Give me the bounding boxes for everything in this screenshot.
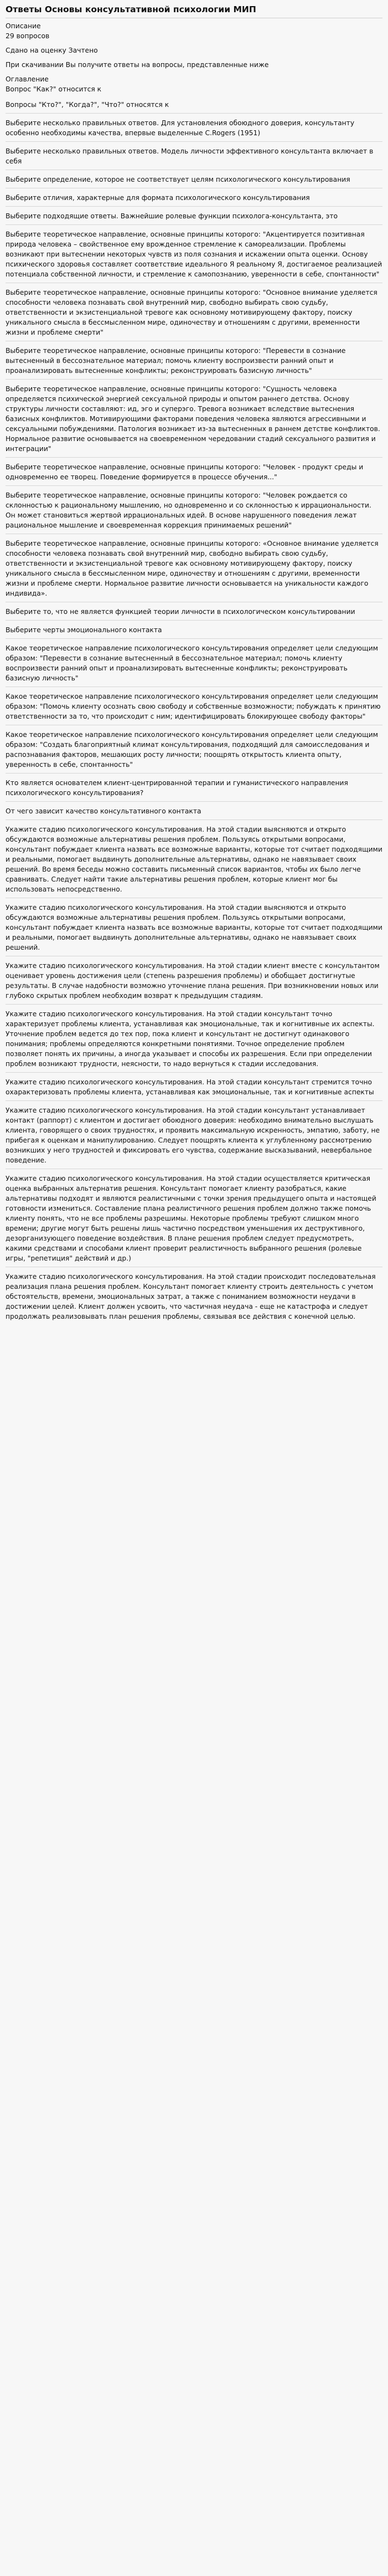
list-item (6, 1008, 382, 1073)
question-text: Выберите подходящие ответы. Важнейшие ролевые функции психолога-консультанта, это (6, 212, 338, 220)
question-text: Выберите теоретическое направление, основные принципы которого: "Человек - продукт среды и одновременно ее творец. Поведение формируется в процессе обучения..." (6, 463, 364, 481)
list-item (6, 606, 382, 621)
description-label: Описание (6, 22, 41, 30)
question-text: Выберите определение, которое не соответствует целям психологического консультирования (6, 176, 350, 183)
question-text: Какое теоретическое направление психологического консультирования определяет цели следующим образом: "Создать благоприятный климат консультирования, подходящий для самоисследования и распознавания факторов, мешающих росту личности; поощрять открытость клиента опыту, уверенность в себе, спонтанность" (6, 731, 378, 769)
list-item (6, 1076, 382, 1101)
list-item (6, 823, 382, 898)
question-text: Укажите стадию психологического консультирования. На этой стадии консультант точно характеризует проблемы клиента, устанавливая как эмоциональные, так и когнитивные их аспекты. Уточнение проблем ведется до тех пор, пока клиент и консультант не достигнут одинакового понимания; проблемы определяются конкретными понятиями. Точное определение проблем позволяет понять их причины, а иногда указывает и способы их разрешения. Если при определении проблем возникают трудности, неясности, то надо вернуться к стадии исследования. (6, 1010, 375, 1068)
question-list (6, 99, 382, 1325)
list-item (6, 192, 382, 207)
question-text: Укажите стадию психологического консультирования. На этой стадии выясняются и открыто обсуждаются возможные альтернативы решения проблем. Пользуясь открытыми вопросами, консультант побуждает клиента назвать все возможные варианты, которые тот считает подходящими и реальными, помогает выдвинуть дополнительные альтернативы, однако не навязывает своих решений. (6, 904, 382, 951)
question-text: Выберите теоретическое направление, основные принципы которого: "Основное внимание уделяется способности человека познавать свой внутренний мир, свободно выбирать свою судьбу, ответственности и экзистенциальной тревоге как основному мотивирующему фактору, поиску уникального смысла в бессмысленном мире, одиночеству и отношениям с другими, временности жизни и проблеме смерти" (6, 289, 377, 336)
list-item (6, 117, 382, 142)
list-item (6, 729, 382, 774)
question-text: От чего зависит качество консультативного контакта (6, 807, 201, 815)
question-text: Укажите стадию психологического консультирования. На этой стадии выясняются и открыто обсуждаются возможные альтернативы решения проблем. Пользуясь открытыми вопросами, консультант побуждает клиента назвать все возможные варианты, которые тот считает подходящими и реальными, помогает выдвинуть дополнительные альтернативы, однако не навязывает своих решений. Во время беседы можно составить письменный список вариантов, чтобы их было легче сравнивать. Следует найти такие альтернативы решения проблем, которые клиент мог бы использовать непосредственно. (6, 826, 382, 893)
list-item (6, 1271, 382, 1325)
list-item (6, 537, 382, 602)
questions-count: 29 вопросов (6, 32, 50, 40)
question-text: Вопросы "Кто?", "Когда?", "Что?" относятся к (6, 101, 169, 109)
list-item (6, 624, 382, 639)
list-item (6, 805, 382, 820)
question-text: Выберите теоретическое направление, основные принципы которого: «Основное внимание уделяется способности человека познавать свой внутренний мир, свободно выбирать свою судьбу, ответственности и экзистенциальной тревоге как основному мотивирующему фактору, поиску уникального смысла в бессмысленном мире, одиночеству и отношениям с другими, временности жизни и проблеме смерти. Нормальное развитие личности основывается на уникальности каждого индивида». (6, 540, 379, 597)
toc-first-item: Вопрос "Как?" относится к (6, 85, 102, 93)
download-note: При скачивании Вы получите ответы на вопросы, представленные ниже (6, 61, 269, 69)
toc-heading: Оглавление (6, 75, 49, 83)
list-item (6, 1104, 382, 1169)
list-item (6, 1172, 382, 1267)
list-item (6, 210, 382, 225)
page-title: Ответы Основы консультативной психологии МИП (6, 3, 382, 18)
question-text: Выберите отличия, характерные для формата психологического консультирования (6, 194, 310, 202)
list-item (6, 145, 382, 170)
list-item (6, 461, 382, 486)
question-text: Выберите теоретическое направление, основные принципы которого: "Перевести в сознание вытесненный в бессознательное материал; помочь клиенту воспроизвести ранний опыт и проанализировать вытесненные конфликты; реконструировать базисную личность" (6, 347, 346, 375)
grade-status: Сдано на оценку Зачтено (6, 47, 98, 54)
question-text: Выберите черты эмоционального контакта (6, 626, 162, 634)
question-text: Какое теоретическое направление психологического консультирования определяет цели следующим образом: "Перевести в сознание вытесненный в бессознательное материал; помочь клиенту воспроизвести ранний опыт и проанализировать вытесненные конфликты; реконструировать базисную личность" (6, 644, 378, 682)
question-text: Выберите теоретическое направление, основные принципы которого: "Сущность человека определяется психической энергией сексуальной природы и опытом раннего детства. Основу структуры личности составляют: ид, эго и суперэго. Тревога возникает вследствие вытеснения базисных конфликтов. Мотивирующими факторами поведения человека являются агрессивными и сексуальными побуждениями. Патология возникает из-за вытесненных в раннем детстве конфликтов. Нормальное развитие основывается на своевременном чередовании стадий сексуального развития и интеграции" (6, 385, 380, 453)
question-text: Выберите несколько правильных ответов. Для установления обоюдного доверия, консультанту особенно необходимы качества, впервые выделенные C.Rogers (1951) (6, 119, 355, 137)
list-item (6, 228, 382, 283)
list-item (6, 902, 382, 956)
question-text: Укажите стадию психологического консультирования. На этой стадии консультант устанавливает контакт (раппорт) с клиентом и достигает обоюдного доверия: необходимо внимательно выслушать клиента, говорящего о своих трудностях, и проявить максимальную искренность, эмпатию, заботу, не прибегая к оценкам и манипулированию. Следует поощрять клиента к углубленному рассмотрению возникших у него трудностей и фиксировать его чувства, содержание высказываний, невербальное поведение. (6, 1107, 380, 1164)
list-item (6, 173, 382, 188)
list-item (6, 777, 382, 802)
list-item (6, 383, 382, 458)
question-text: Укажите стадию психологического консультирования. На этой стадии осуществляется критическая оценка выбранных альтернатив решения. Консультант помогает клиенту разобраться, какие альтернативы подходят и являются реалистичными с точки зрения предыдущего опыта и настоящей готовности измениться. Составление плана реалистичного решения проблем должно также помочь клиенту понять, что не все проблемы разрешимы. Некоторые проблемы требуют слишком много времени; другие могут быть решены лишь частично посредством уменьшения их деструктивного, дезорганизующего поведение воздействия. В плане решения проблем следует предусмотреть, какими средствами и способами клиент проверит реалистичность выбранного решения (ролевые игры, "репетиция" действий и др.) (6, 1175, 376, 1262)
question-text: Выберите теоретическое направление, основные принципы которого: "Акцентируется позитивная природа человека – свойственное ему врожденное стремление к самореализации. Проблемы возникают при вытеснении некоторых чувств из поля сознания и искажении опыта оценки. Основу психического здоровья составляет соответствие идеального Я реальному Я, достигаемое реализацией потенциала собственной личности, и стремление к самопознанию, уверенности в себе, спонтанности" (6, 231, 382, 278)
question-text: Кто является основателем клиент-центрированной терапии и гуманистического направления психологического консультирования? (6, 779, 348, 797)
question-text: Укажите стадию психологического консультирования. На этой стадии консультант стремится точно охарактеризовать проблемы клиента, устанавливая как эмоциональные, так и когнитивные аспекты (6, 1078, 374, 1096)
question-text: Какое теоретическое направление психологического консультирования определяет цели следующим образом: "Помочь клиенту осознать свою свободу и собственные возможности; побуждать к принятию ответственности за то, что происходит с ним; идентифицировать блокирующее свободу факторы" (6, 693, 381, 720)
question-text: Укажите стадию психологического консультирования. На этой стадии клиент вместе с консультантом оценивает уровень достижения цели (степень разрешения проблемы) и обобщает достигнутые результаты. В случае надобности возможно уточнение плана решения. При возникновении новых или глубоко скрытых проблем необходим возврат к предыдущим стадиям. (6, 962, 380, 1000)
list-item (6, 345, 382, 380)
list-item (6, 690, 382, 725)
list-item (6, 960, 382, 1005)
question-text: Выберите несколько правильных ответов. Модель личности эффективного консультанта включает в себя (6, 147, 374, 165)
question-text: Укажите стадию психологического консультирования. На этой стадии происходит последовательная реализация плана решения проблем. Консультант помогает клиенту строить деятельность с учетом обстоятельств, времени, эмоциональных затрат, а также с пониманием возможности неудачи в достижении целей. Клиент должен усвоить, что частичная неудача - еще не катастрофа и следует продолжать реализовывать план решения проблемы, связывая все действия с конечной целью. (6, 1273, 376, 1320)
list-item (6, 286, 382, 341)
list-item (6, 642, 382, 687)
question-text: Выберите то, что не является функцией теории личности в психологическом консультировании (6, 608, 355, 616)
list-item (6, 99, 382, 114)
list-item (6, 489, 382, 534)
question-text: Выберите теоретическое направление, основные принципы которого: "Человек рождается со склонностью к рациональному мышлению, но одновременно и со склонностью к иррациональности. Он может становиться жертвой иррациональных идей. В основе нарушенного поведения лежат рациональное мышление и своевременная коррекция принимаемых решений" (6, 491, 371, 529)
